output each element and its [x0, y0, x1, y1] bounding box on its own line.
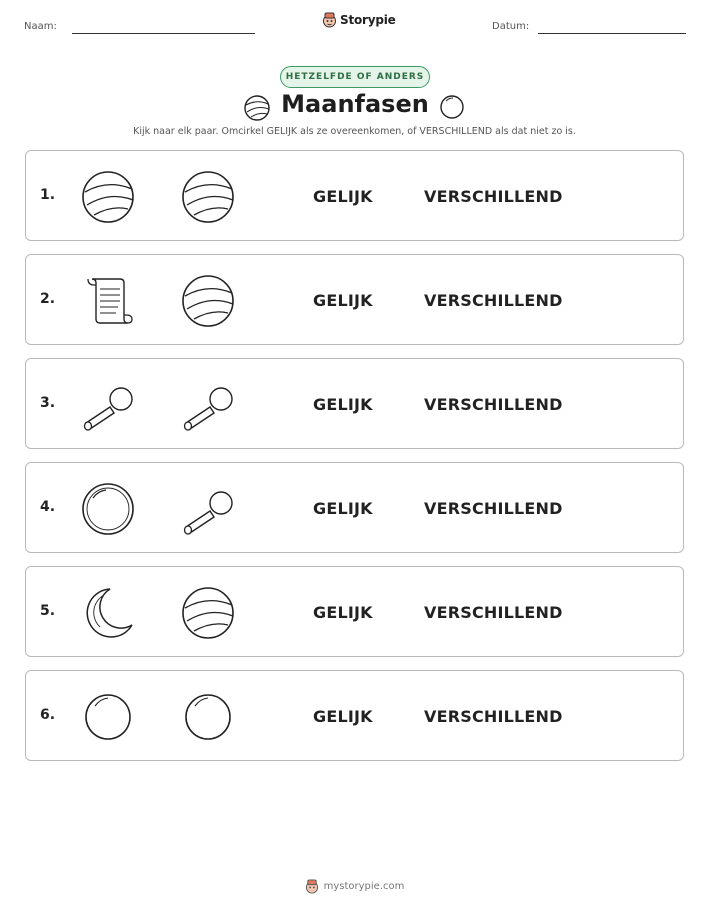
joystick-icon — [180, 481, 236, 537]
option-same[interactable]: GELIJK — [313, 395, 373, 414]
page-title: Maanfasen — [281, 90, 429, 118]
option-same[interactable]: GELIJK — [313, 499, 373, 518]
row-number: 1. — [40, 187, 56, 203]
row-number: 6. — [40, 707, 56, 723]
joystick-icon — [180, 377, 236, 433]
striped-ball-icon — [180, 273, 236, 329]
footer — [0, 879, 709, 894]
full-moon-icon — [180, 689, 236, 745]
joystick-icon — [80, 377, 136, 433]
option-same[interactable]: GELIJK — [313, 603, 373, 622]
option-different[interactable]: VERSCHILLEND — [424, 395, 563, 414]
brand-logo — [322, 12, 396, 28]
option-same[interactable]: GELIJK — [313, 187, 373, 206]
date-line[interactable] — [538, 33, 686, 34]
storypie-mascot-icon — [322, 12, 337, 28]
striped-ball-icon — [80, 169, 136, 225]
question-row — [25, 358, 684, 449]
question-row — [25, 566, 684, 657]
full-moon-icon — [439, 94, 465, 120]
footer-url[interactable]: mystorypie.com — [323, 881, 405, 892]
question-row — [25, 670, 684, 761]
full-moon-icon — [80, 689, 136, 745]
striped-ball-icon — [180, 585, 236, 641]
row-number: 5. — [40, 603, 56, 619]
question-row — [25, 150, 684, 241]
striped-ball-icon — [180, 169, 236, 225]
name-label: Naam: — [24, 21, 57, 32]
question-row — [25, 254, 684, 345]
option-different[interactable]: VERSCHILLEND — [424, 187, 563, 206]
crescent-moon-icon — [80, 585, 136, 641]
instructions: Kijk naar elk paar. Omcirkel GELIJK als ze overeenkomen, of VERSCHILLEND als dat niet zo is. — [133, 126, 576, 137]
question-row — [25, 462, 684, 553]
date-label: Datum: — [492, 21, 530, 32]
option-same[interactable]: GELIJK — [313, 707, 373, 726]
option-different[interactable]: VERSCHILLEND — [424, 603, 563, 622]
option-different[interactable]: VERSCHILLEND — [424, 499, 563, 518]
row-number: 4. — [40, 499, 56, 515]
striped-ball-icon — [243, 94, 271, 122]
row-number: 2. — [40, 291, 56, 307]
storypie-mascot-icon — [305, 879, 319, 894]
brand-name: Storypie — [340, 13, 396, 27]
row-number: 3. — [40, 395, 56, 411]
option-different[interactable]: VERSCHILLEND — [424, 707, 563, 726]
bubble-icon — [80, 481, 136, 537]
category-badge: HETZELFDE OF ANDERS — [280, 66, 430, 88]
name-line[interactable] — [72, 33, 255, 34]
option-same[interactable]: GELIJK — [313, 291, 373, 310]
option-different[interactable]: VERSCHILLEND — [424, 291, 563, 310]
scroll-icon — [80, 273, 136, 329]
